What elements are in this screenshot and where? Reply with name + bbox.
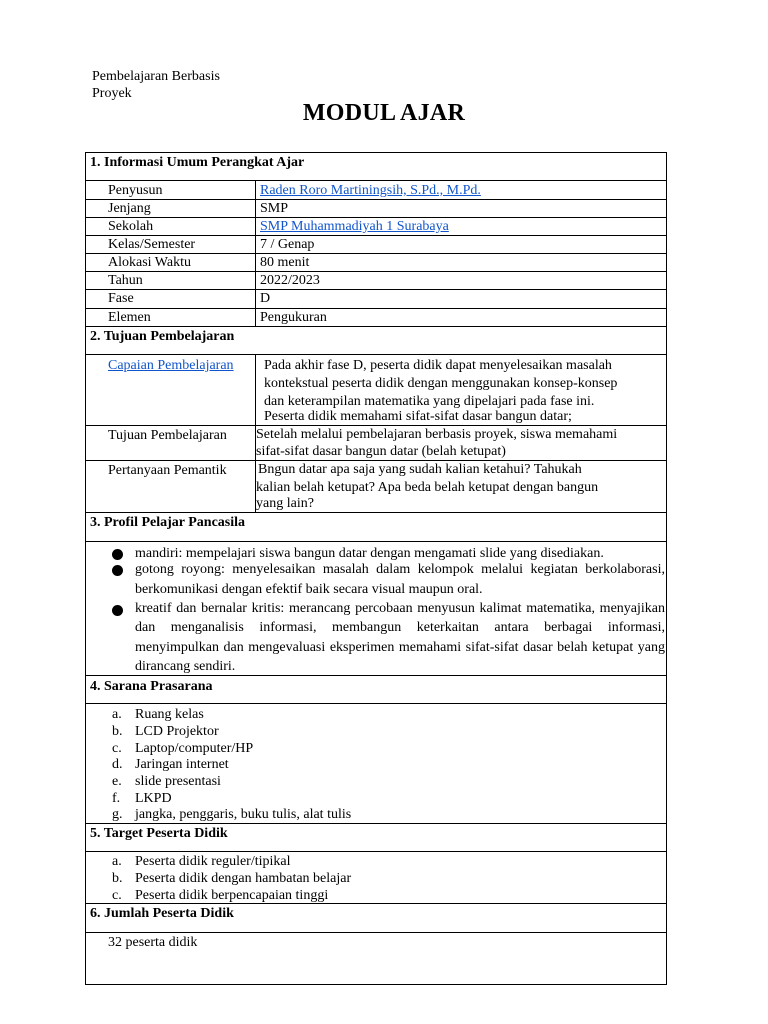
list-item: slide presentasi <box>135 774 221 789</box>
section-heading-sarana: 4. Sarana Prasarana <box>90 679 213 694</box>
label-jenjang: Jenjang <box>108 201 151 216</box>
profil-item: kreatif dan bernalar kritis: merancang percobaan menyusun kalimat matematika, menyajikan dan menganalisis informasi, membangun keterkaitan antara berbagai informasi, menyimpulkan dan mengevaluasi eksperimen memahami sifat-sifat dasar belah ketupat yang dirancang sendiri. <box>135 601 665 674</box>
row-divider <box>86 271 666 272</box>
page-title: MODUL AJAR <box>302 100 466 126</box>
divider <box>86 541 666 542</box>
label-penyusun: Penyusun <box>108 183 163 198</box>
label-elemen: Elemen <box>108 310 151 325</box>
list-marker: a. <box>112 707 122 722</box>
value-penyusun-link[interactable]: Raden Roro Martiningsih, S.Pd., M.Pd. <box>260 183 481 198</box>
tujuan-line: sifat-sifat dasar bangun datar (belah ketupat) <box>256 444 506 459</box>
row-divider <box>86 199 666 200</box>
divider <box>86 512 666 513</box>
capaian-line: Pada akhir fase D, peserta didik dapat menyelesaikan masalah <box>264 358 612 373</box>
capaian-pembelajaran-link[interactable]: Capaian Pembelajaran <box>108 358 234 373</box>
value-jenjang: SMP <box>260 201 289 216</box>
bullet-icon <box>112 565 123 576</box>
list-item: Peserta didik reguler/tipikal <box>135 854 291 869</box>
value-tahun: 2022/2023 <box>260 273 320 288</box>
divider <box>86 354 666 355</box>
divider <box>86 851 666 852</box>
divider <box>86 903 666 904</box>
value-kelas-semester: 7 / Genap <box>260 237 315 252</box>
section-heading-jumlah: 6. Jumlah Peserta Didik <box>90 906 234 921</box>
divider <box>86 326 666 327</box>
list-marker: f. <box>112 791 121 806</box>
label-tujuan-pembelajaran: Tujuan Pembelajaran <box>108 428 227 443</box>
label-kelas-semester: Kelas/Semester <box>108 237 196 252</box>
section-heading-target: 5. Target Peserta Didik <box>90 826 228 841</box>
jumlah-peserta-value: 32 peserta didik <box>108 935 198 950</box>
divider <box>86 932 666 933</box>
list-marker: c. <box>112 741 122 756</box>
list-marker: c. <box>112 888 122 903</box>
list-item: Peserta didik dengan hambatan belajar <box>135 871 352 886</box>
section-heading-profil: 3. Profil Pelajar Pancasila <box>90 515 246 530</box>
list-item: Ruang kelas <box>135 707 204 722</box>
list-item: jangka, penggaris, buku tulis, alat tulis <box>135 807 352 822</box>
label-alokasi-waktu: Alokasi Waktu <box>108 255 191 270</box>
profil-item: mandiri: mempelajari siswa bangun datar dengan mengamati slide yang disediakan. <box>135 546 604 561</box>
value-sekolah-link[interactable]: SMP Muhammadiyah 1 Surabaya <box>260 219 449 234</box>
pemantik-line: Bngun datar apa saja yang sudah kalian ketahui? Tahukah <box>258 462 582 477</box>
profil-item: gotong royong: menyelesaikan masalah dalam kelompok melalui kegiatan berkolaborasi, berkomunikasi dengan efektif baik secara visual maupun oral. <box>135 562 665 597</box>
list-item: LCD Projektor <box>135 724 219 739</box>
section-heading-tujuan: 2. Tujuan Pembelajaran <box>90 329 235 344</box>
list-item: Peserta didik berpencapaian tinggi <box>135 888 329 903</box>
tujuan-line: Setelah melalui pembelajaran berbasis proyek, siswa memahami <box>256 427 618 442</box>
list-marker: b. <box>112 871 123 886</box>
list-marker: d. <box>112 757 123 772</box>
divider <box>86 823 666 824</box>
row-divider <box>86 289 666 290</box>
pemantik-line: yang lain? <box>256 496 314 511</box>
divider <box>86 675 666 676</box>
header-note: Pembelajaran Berbasis Proyek <box>92 69 220 101</box>
bullet-icon <box>112 605 123 616</box>
modul-table <box>85 152 667 985</box>
section-heading-info-umum: 1. Informasi Umum Perangkat Ajar <box>90 155 305 170</box>
value-fase: D <box>260 291 271 306</box>
list-marker: a. <box>112 854 122 869</box>
list-item: Jaringan internet <box>135 757 229 772</box>
value-alokasi-waktu: 80 menit <box>260 255 310 270</box>
label-tahun: Tahun <box>108 273 143 288</box>
row-divider <box>86 308 666 309</box>
capaian-line: kontekstual peserta didik dengan menggunakan konsep-konsep <box>264 376 618 391</box>
bullet-icon <box>112 549 123 560</box>
list-item: LKPD <box>135 791 172 806</box>
value-elemen: Pengukuran <box>260 310 327 325</box>
list-marker: b. <box>112 724 123 739</box>
list-marker: g. <box>112 807 123 822</box>
pemantik-line: kalian belah ketupat? Apa beda belah ketupat dengan bangun <box>256 480 599 495</box>
list-item: Laptop/computer/HP <box>135 741 254 756</box>
label-sekolah: Sekolah <box>108 219 154 234</box>
list-marker: e. <box>112 774 122 789</box>
label-pertanyaan-pemantik: Pertanyaan Pemantik <box>108 463 227 478</box>
divider <box>86 180 666 181</box>
capaian-line: Peserta didik memahami sifat-sifat dasar bangun datar; <box>264 409 572 424</box>
divider <box>86 703 666 704</box>
capaian-line: dan keterampilan matematika yang dipelajari pada fase ini. <box>264 394 595 409</box>
label-fase: Fase <box>108 291 134 306</box>
